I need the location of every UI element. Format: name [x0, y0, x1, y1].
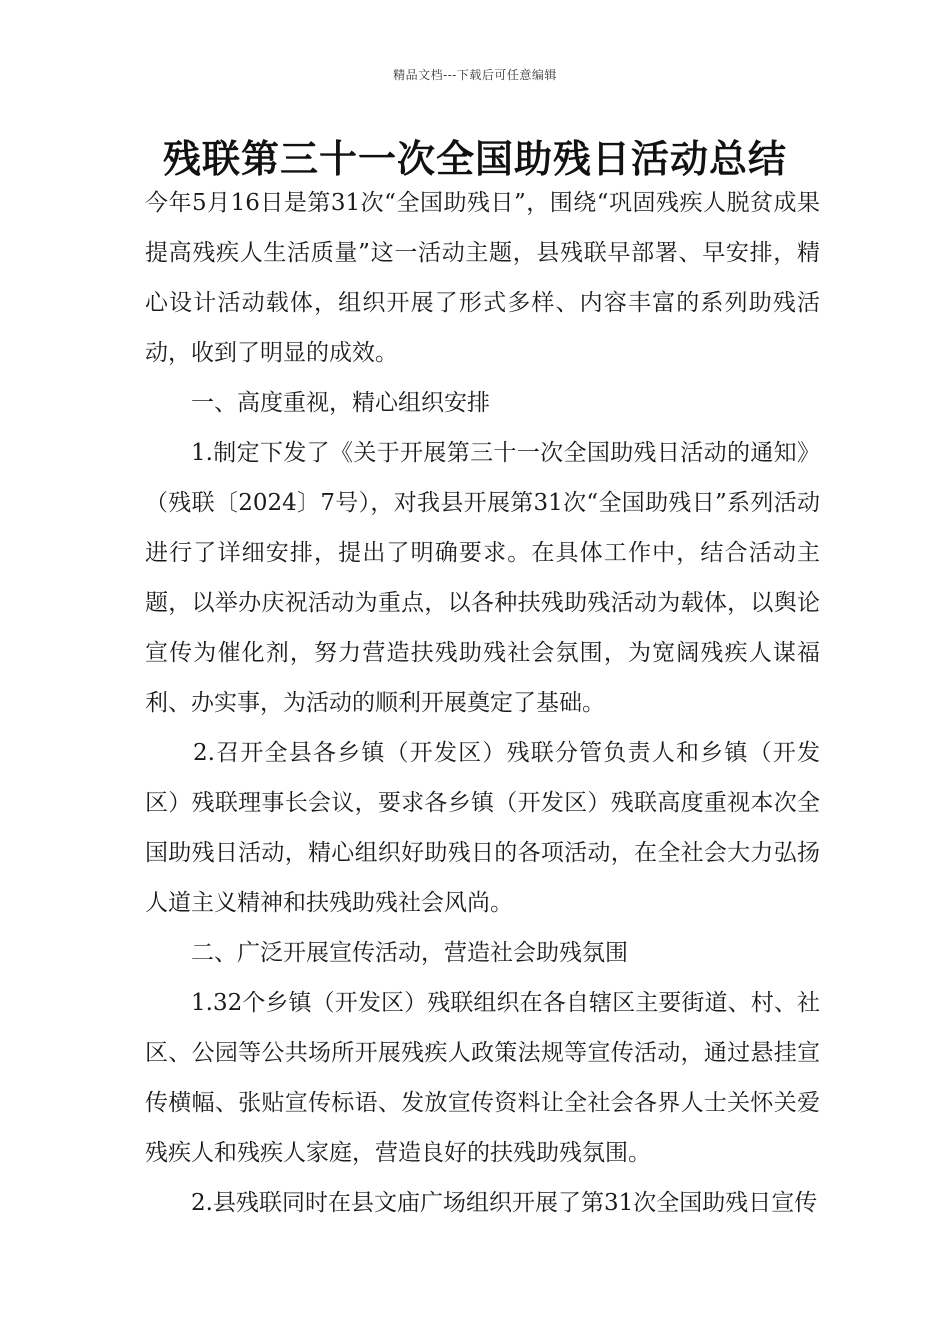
section-2-item-2: 2.县残联同时在县文庙广场组织开展了第31次全国助残日宣传	[191, 1190, 818, 1216]
intro-paragraph: 今年5月16日是第31次“全国助残日”，围绕“巩固残疾人脱贫成果提高残疾人生活质量”这一活动主题，县残联早部署、早安排，精心设计活动载体，组织开展了形式多样、内容丰富的系列助残活动，收到了明显的成效。	[145, 190, 820, 366]
document-title: 残联第三十一次全国助残日活动总结	[162, 137, 787, 181]
section-heading-2: 二、广泛开展宣传活动，营造社会助残氛围	[191, 940, 628, 966]
section-heading-1: 一、高度重视，精心组织安排	[191, 390, 490, 416]
document-body	[145, 178, 820, 1228]
section-1-item-2: 2.召开全县各乡镇（开发区）残联分管负责人和乡镇（开发区）残联理事长会议，要求各乡镇（开发区）残联高度重视本次全国助残日活动，精心组织好助残日的各项活动，在全社会大力弘扬人道主义精神和扶残助残社会风尚。	[145, 740, 820, 916]
section-2-item-1: 1.32个乡镇（开发区）残联组织在各自辖区主要街道、村、社区、公园等公共场所开展残疾人政策法规等宣传活动，通过悬挂宣传横幅、张贴宣传标语、发放宣传资料让全社会各界人士关怀关爱残疾人和残疾人家庭，营造良好的扶残助残氛围。	[145, 990, 820, 1166]
section-1-item-1: 1.制定下发了《关于开展第三十一次全国助残日活动的通知》（残联〔2024〕7号），对我县开展第31次“全国助残日”系列活动进行了详细安排，提出了明确要求。在具体工作中，结合活动主题，以举办庆祝活动为重点，以各种扶残助残活动为载体，以舆论宣传为催化剂，努力营造扶残助残社会氛围，为宽阔残疾人谋福利、办实事，为活动的顺利开展奠定了基础。	[145, 440, 820, 716]
page-header: 精品文档---下载后可任意编辑	[393, 68, 557, 82]
